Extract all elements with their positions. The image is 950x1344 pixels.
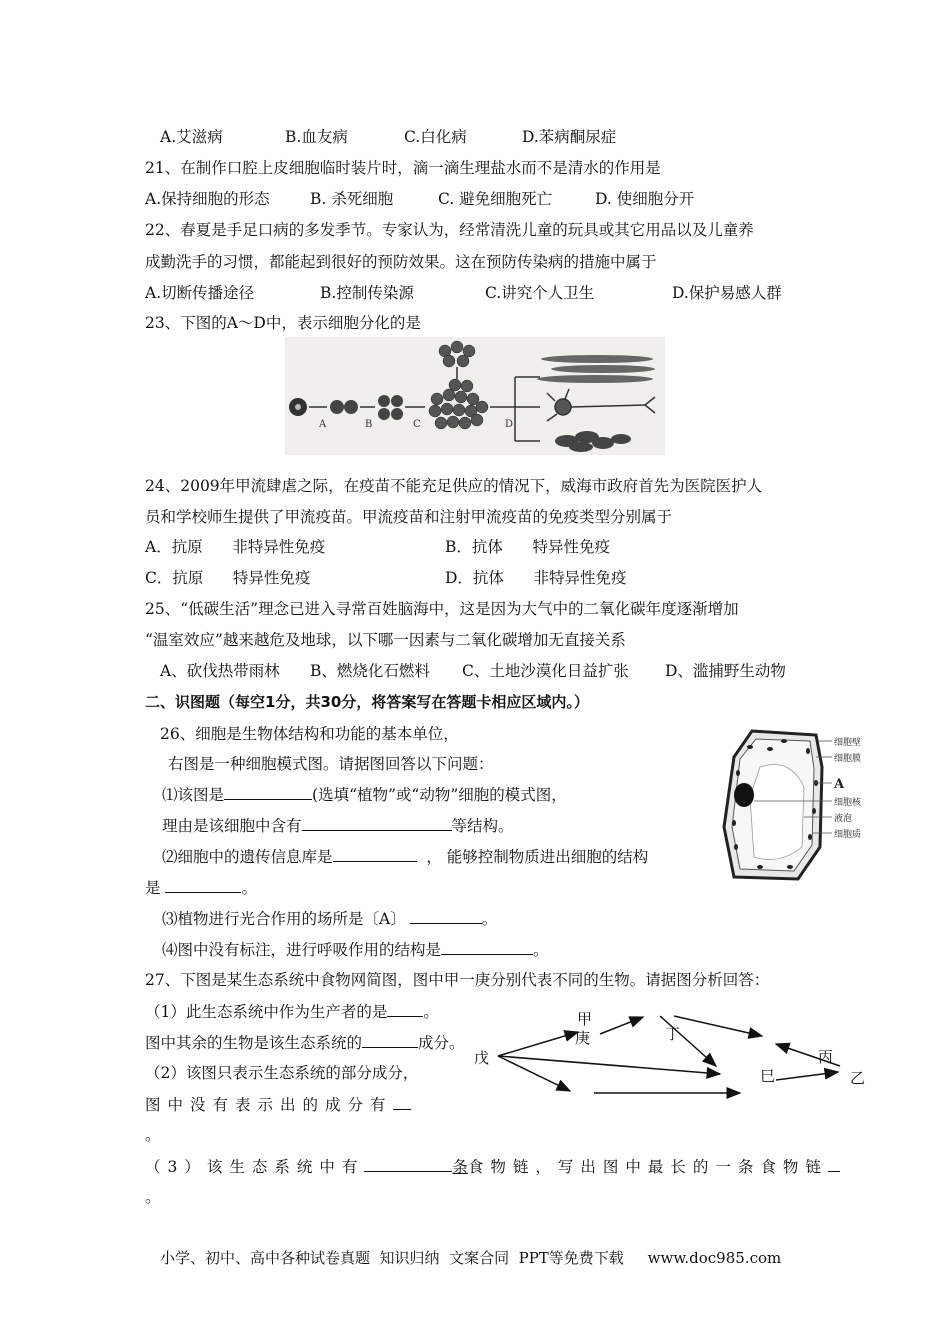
q21-option-d: D. 使细胞分开 [595, 190, 695, 208]
food-web-figure [470, 1000, 870, 1110]
q22-option-a: A.切断传播途径 [145, 284, 255, 302]
q27-p3a: （3）该生态系统中有 [145, 1158, 365, 1176]
q25-option-c: C、土地沙漠化日益扩张 [462, 662, 629, 680]
q23-stem: 23、下图的A～D中，表示细胞分化的是 [145, 314, 421, 332]
q26-blank-1[interactable] [224, 783, 312, 800]
q27-part1-line2 [145, 1031, 465, 1054]
q24-stem-line1: 24、2009年甲流肆虐之际，在疫苗不能充足供应的情况下，威海市政府首先为医院医护人 [145, 477, 763, 495]
q27-p3b: 条 [452, 1158, 468, 1176]
q27-p2c: 。 [145, 1126, 161, 1144]
q26-p2b: ， 能够控制物质进出细胞的结构 [426, 848, 649, 866]
node-wu: 戊 [474, 1049, 490, 1067]
q21-stem: 21、在制作口腔上皮细胞临时装片时，滴一滴生理盐水而不是清水的作用是 [145, 159, 661, 177]
q26-line1: 26、细胞是生物体结构和功能的基本单位， [160, 725, 459, 743]
q26-p2a: ⑵细胞中的遗传信息库是 [162, 848, 333, 866]
q21-option-c: C. 避免细胞死亡 [438, 190, 553, 208]
plant-cell-figure [720, 727, 880, 883]
q27-blank-2[interactable] [362, 1031, 418, 1048]
node-si: 巳 [760, 1067, 776, 1085]
q26-line2: 右图是一种细胞模式图。请据图回答以下问题： [168, 755, 494, 773]
q26-p1d: 等结构。 [451, 817, 514, 835]
q24-option-d: D．抗体 非特异性免疫 [445, 569, 627, 587]
q24-option-a: A．抗原 非特异性免疫 [145, 538, 326, 556]
q22-option-b: B.控制传染源 [320, 284, 414, 302]
footer: 小学、初中、高中各种试卷真题 知识归纳 文案合同 PPT等免费下载 www.doc985.com [160, 1249, 782, 1267]
q25-option-b: B、燃烧化石燃料 [310, 662, 430, 680]
q22-option-c: C.讲究个人卫生 [485, 284, 595, 302]
q20-option-a: A.艾滋病 [160, 128, 223, 146]
q26-blank-3[interactable] [333, 845, 417, 862]
node-ding: 丁 [665, 1025, 681, 1043]
q21-option-b: B. 杀死细胞 [310, 190, 394, 208]
q24-option-b: B．抗体 特异性免疫 [445, 538, 610, 556]
q27-p1b: 。 [423, 1003, 439, 1021]
q27-p2b: 图中没有表示出的成分有 [145, 1096, 393, 1114]
q27-part1-line1 [145, 1000, 439, 1023]
q26-p2d: 。 [241, 879, 257, 897]
q26-blank-4[interactable] [165, 876, 241, 893]
node-jia: 甲 [577, 1010, 593, 1028]
q27-p1a: （1）此生态系统中作为生产者的是 [145, 1003, 388, 1021]
q26-p1a: ⑴该图是 [162, 786, 225, 804]
q26-p3a: ⑶植物进行光合作用的场所是〔A〕 [162, 910, 406, 928]
q27-part2-line2 [145, 1093, 411, 1116]
q25-option-d: D、滥捕野生动物 [665, 662, 786, 680]
q27-blank-3[interactable] [393, 1093, 411, 1110]
q27-p2a: （2）该图只表示生态系统的部分成分， [145, 1064, 419, 1082]
label-a: A [834, 777, 845, 792]
figure-label-b: B [365, 419, 373, 430]
q27-blank-4[interactable] [364, 1155, 452, 1172]
q25-stem-line1: 25、“低碳生活”理念已进入寻常百姓脑海中，这是因为大气中的二氧化碳年度逐渐增加 [145, 600, 739, 618]
q27-p3c: 食物链，写出图中最长的一条食物链 [467, 1158, 828, 1176]
q26-part2-line1 [162, 845, 648, 868]
q21-option-a: A.保持细胞的形态 [145, 190, 270, 208]
node-yi: 乙 [850, 1069, 866, 1087]
q26-part1-line2 [162, 814, 514, 837]
cell-division-figure [285, 337, 665, 455]
q26-p1c: 理由是该细胞中含有 [162, 817, 302, 835]
q20-option-b: B.血友病 [285, 128, 348, 146]
q27-p1c: 图中其余的生物是该生态系统的 [145, 1034, 363, 1052]
node-bing: 丙 [818, 1048, 834, 1066]
q26-part3 [162, 907, 497, 930]
q20-option-c: C.白化病 [404, 128, 467, 146]
q22-option-d: D.保护易感人群 [672, 284, 782, 302]
q27-p3d: 。 [145, 1188, 161, 1206]
q27-p1d: 成分。 [418, 1034, 465, 1052]
label-cell-wall: 细胞壁 [834, 738, 862, 748]
q26-p4a: ⑷图中没有标注，进行呼吸作用的结构是 [162, 941, 442, 959]
q27-blank-1[interactable] [387, 1000, 423, 1017]
nucleus [734, 783, 754, 807]
q27-part3-line1 [145, 1155, 840, 1178]
q26-p2c: 是 [145, 879, 161, 897]
q26-blank-6[interactable] [441, 938, 533, 955]
label-cell-membrane: 细胞膜 [834, 754, 862, 764]
q26-p4b: 。 [533, 941, 549, 959]
label-cytoplasm: 细胞质 [834, 830, 862, 840]
label-nucleus: 细胞核 [834, 798, 862, 808]
figure-label-a: A [319, 419, 327, 430]
q22-stem-line1: 22、春夏是手足口病的多发季节。专家认为，经常清洗儿童的玩具或其它用品以及儿童养 [145, 221, 754, 239]
q24-option-c: C．抗原 特异性免疫 [145, 569, 311, 587]
q26-blank-2[interactable] [302, 814, 452, 831]
q26-blank-5[interactable] [410, 907, 482, 924]
q27-stem: 27、下图是某生态系统中食物网简图，图中甲一庚分别代表不同的生物。请据图分析回答： [145, 971, 770, 989]
q20-option-d: D.苯病酮尿症 [522, 128, 617, 146]
figure-label-d: D [505, 419, 514, 430]
q25-option-a: A、砍伐热带雨林 [160, 662, 280, 680]
node-geng: 庚 [575, 1029, 591, 1047]
q27-blank-5[interactable] [828, 1155, 840, 1172]
q26-part4 [162, 938, 549, 961]
q26-p3b: 。 [481, 910, 498, 928]
vacuole [750, 765, 804, 860]
q26-p1b: (选填“植物”或“动物”细胞的模式图， [312, 786, 567, 804]
q25-stem-line2: “温室效应”越来越危及地球，以下哪一因素与二氧化碳增加无直接关系 [145, 631, 626, 649]
section-title: 二、识图题（每空1分，共30分，将答案写在答题卡相应区域内。） [145, 693, 589, 711]
label-vacuole: 液泡 [834, 814, 853, 824]
q26-part2-line2 [145, 876, 257, 899]
q22-stem-line2: 成勤洗手的习惯，都能起到很好的预防效果。这在预防传染病的措施中属于 [145, 253, 657, 271]
figure-label-c: C [413, 419, 421, 430]
q26-part1-line1 [162, 783, 567, 806]
q24-stem-line2: 员和学校师生提供了甲流疫苗。甲流疫苗和注射甲流疫苗的免疫类型分别属于 [145, 508, 673, 526]
muscle-cells [537, 355, 655, 383]
